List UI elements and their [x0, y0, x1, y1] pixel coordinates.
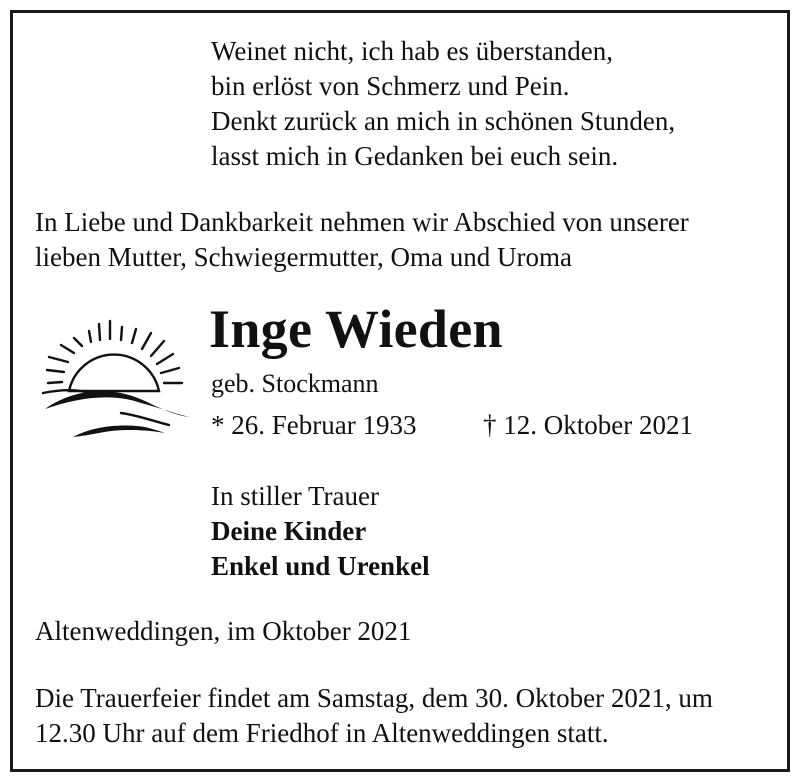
birth-name: geb. Stockmann	[211, 369, 379, 398]
poem-line: lasst mich in Gedanken bei euch sein.	[211, 141, 619, 171]
poem	[211, 34, 675, 174]
place-date: Altenweddingen, im Oktober 2021	[35, 616, 412, 646]
intro-line: lieben Mutter, Schwiegermutter, Oma und Uroma	[35, 242, 572, 272]
funeral-line: Die Trauerfeier findet am Samstag, dem 30. Oktober 2021, um	[35, 683, 713, 713]
obituary-notice	[10, 10, 790, 772]
mourners-grandchildren: Enkel und Urenkel	[211, 551, 430, 581]
funeral-info	[35, 681, 713, 751]
intro-line: In Liebe und Dankbarkeit nehmen wir Abschied von unserer	[35, 207, 689, 237]
mourners-intro: In stiller Trauer	[211, 481, 379, 511]
poem-line: Weinet nicht, ich hab es überstanden,	[211, 36, 613, 66]
death-date: † 12. Oktober 2021	[483, 410, 693, 440]
funeral-line: 12.30 Uhr auf dem Friedhof in Altenweddingen statt.	[35, 718, 609, 748]
mourners	[211, 479, 430, 584]
mourners-children: Deine Kinder	[211, 516, 367, 546]
poem-line: Denkt zurück an mich in schönen Stunden,	[211, 106, 676, 136]
poem-line: bin erlöst von Schmerz und Pein.	[211, 71, 570, 101]
deceased-name: Inge Wieden	[209, 299, 503, 359]
birth-date: * 26. Februar 1933	[211, 410, 417, 440]
farewell-intro	[35, 205, 689, 275]
setting-sun-over-hills-icon	[33, 305, 193, 445]
